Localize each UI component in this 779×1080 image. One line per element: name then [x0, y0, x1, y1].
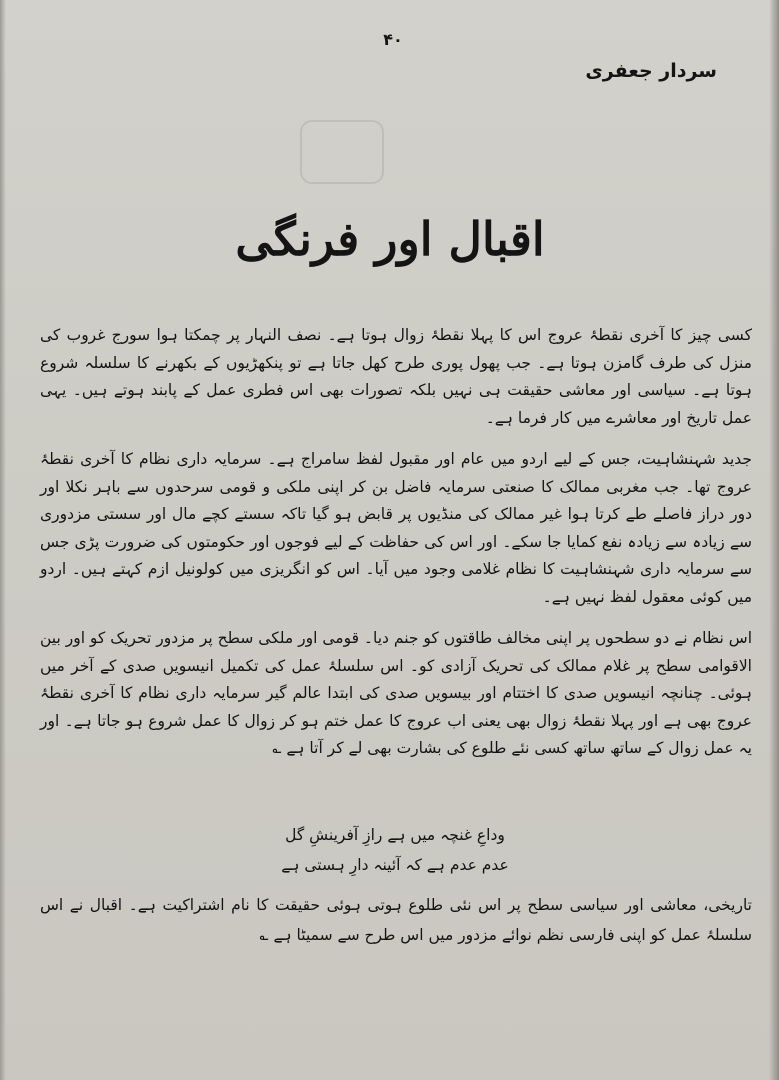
paragraph: تاریخی، معاشی اور سیاسی سطح پر اس نئی طلوع ہوتی ہوئی حقیقت کا نام اشتراکیت ہے۔ اقبال نے اس سلسلۂ عمل کو اپنی فارسی نظم نوائے مزدور میں اس طرح سے سمیٹا ہے ؎ — [40, 896, 752, 944]
verse-line: وداعِ غنچہ میں ہے رازِ آفرینشِ گل — [285, 826, 505, 844]
verse-couplet — [230, 820, 560, 880]
paragraph: اس نظام نے دو سطحوں پر اپنی مخالف طاقتوں کو جنم دیا۔ قومی اور ملکی سطح پر مزدور تحریک کو اور بین الاقوامی سطح پر غلام ممالک کی تحریک آزادی کو۔ اس سلسلۂ عمل کی تکمیل انیسویں صدی کے آخر میں ہوئی۔ چنانچہ انیسویں صدی کا اختتام اور بیسویں صدی کی ابتدا عالم گیر سرمایہ داری نظام کا آخری نقطۂ عروج بھی ہے اور پہلا نقطۂ زوال بھی یعنی اب عروج کا عمل ختم ہو کر زوال کا عمل شروع ہو جاتا ہے۔ اور یہ عمل زوال کے ساتھ ساتھ کسی نئے طلوع کی بشارت بھی لے کر آتا ہے ؎ — [40, 629, 752, 757]
closing-paragraph — [40, 890, 752, 950]
chapter-title: اقبال اور فرنگی — [235, 212, 545, 266]
verse-line: عدم عدم ہے کہ آئینہ دارِ ہستی ہے — [281, 856, 509, 874]
page-left-shadow — [0, 0, 6, 1080]
paragraph: کسی چیز کا آخری نقطۂ عروج اس کا پہلا نقطۂ زوال ہوتا ہے۔ نصف النہار پر چمکتا ہوا سورج غروب کی منزل کی طرف گامزن ہوتا ہے۔ جب پھول پوری طرح کھل جاتا ہے تو پنکھڑیوں کے بکھرنے کا سلسلہ شروع ہوتا ہے۔ سیاسی اور معاشی حقیقت ہی نہیں بلکہ تصورات بھی اس فطری عمل کے پابند ہوتے ہیں۔ یہی عمل تاریخ اور معاشرے میں کار فرما ہے۔ — [40, 326, 752, 427]
body-text — [40, 322, 752, 763]
page-number: ۴۰ — [383, 30, 403, 49]
bleed-through-mark — [300, 120, 384, 184]
paragraph: جدید شہنشاہیت، جس کے لیے اردو میں عام اور مقبول لفظ سامراج ہے۔ سرمایہ داری نظام کا آخری نقطۂ عروج تھا۔ جب مغربی ممالک کا صنعتی سرمایہ فاضل بن کر اپنی ملکی و قومی سرحدوں سے باہر نکلا اور دور دراز فاصلے طے کرتا ہوا غیر ممالک کی منڈیوں پر قابض ہو گیا تاکہ سستے کچے مال اور سستی مزدوری سے زیادہ سے زیادہ نفع کمایا جا سکے۔ اور اس کی حفاظت کے لیے فوجوں اور حکومتوں کی ضرورت پڑی جس سے سرمایہ داری شہنشاہیت کا نظام غلامی وجود میں آیا۔ اس کو انگریزی میں کولونیل ازم کہتے ہیں۔ اردو میں کوئی معقول لفظ نہیں ہے۔ — [40, 450, 752, 606]
page-right-shadow — [769, 0, 779, 1080]
running-header-author: سردار جعفری — [585, 60, 717, 82]
